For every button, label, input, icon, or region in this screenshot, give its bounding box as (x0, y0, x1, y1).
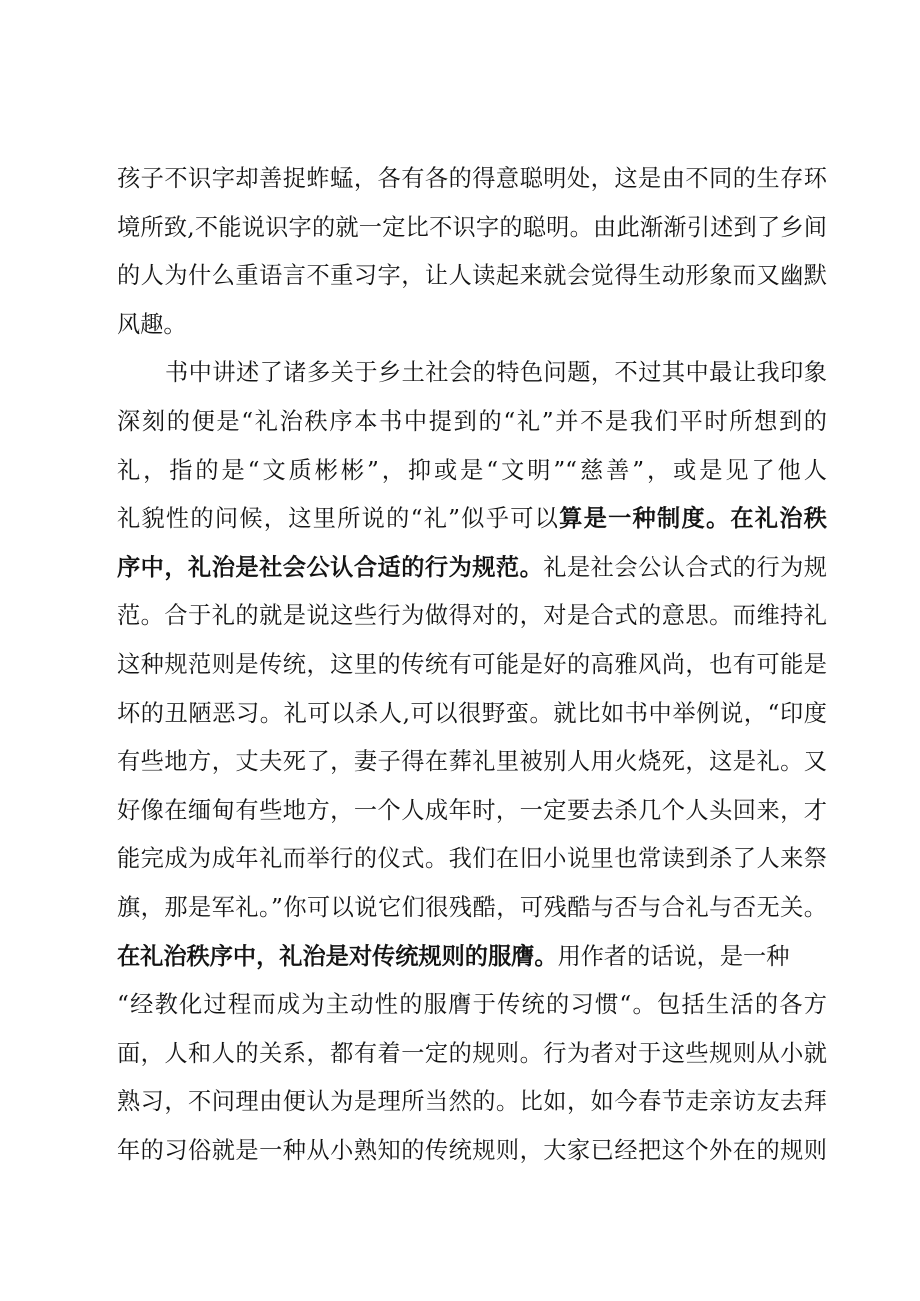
text-line (117, 933, 827, 982)
text-segment: 礼貌性的问候，这里所说的“礼”似乎可以 (117, 505, 560, 533)
text-line: 孩子不识字却善捉蚱蜢，各有各的得意聪明处，这是由不同的生存环 (117, 165, 827, 192)
text-line (117, 495, 827, 544)
text-line: 深刻的便是“礼治秩序本书中提到的“礼”并不是我们平时所想到的 (117, 407, 827, 435)
text-line: 年的习俗就是一种从小熟知的传统规则，大家已经把这个外在的规则 (117, 1136, 827, 1164)
text-line: 能完成为成年礼而举行的仪式。我们在旧小说里也常读到杀了人来祭 (117, 845, 827, 873)
body-text (117, 155, 827, 1175)
text-line: 的人为什么重语言不重习字，让人读起来就会觉得生动形象而又幽默 (117, 262, 827, 290)
bold-text: 算是一种制度。在礼治秩 (559, 505, 827, 533)
text-line: 坏的丑陋恶习。礼可以杀人,可以很野蛮。就比如书中举例说，“印度 (117, 699, 827, 727)
bold-text: 在礼治秩序中，礼治是对传统规则的服膺。 (117, 942, 558, 970)
text-segment: 礼是社会公认合式的行为规 (543, 553, 827, 581)
text-line: 面，人和人的关系，都有着一定的规则。行为者对于这些规则从小就 (117, 1039, 827, 1067)
text-line: 这种规范则是传统，这里的传统有可能是好的高雅风尚，也有可能是 (117, 650, 827, 678)
bold-text: 序中，礼治是社会公认合适的行为规范。 (117, 553, 544, 581)
text-line: 范。合于礼的就是说这些行为做得对的，对是合式的意思。而维持礼 (117, 602, 827, 630)
text-line: 旗，那是军礼。”你可以说它们很残酷，可残酷与否与合礼与否无关。 (117, 893, 827, 921)
paragraph-first-line: 书中讲述了诸多关于乡土社会的特色问题，不过其中最让我印象 (165, 359, 827, 387)
text-line: 礼，指的是“文质彬彬”，抑或是“文明”“慈善”，或是见了他人 (117, 456, 827, 484)
text-segment: 用作者的话说，是一种 (557, 942, 790, 970)
text-line: 好像在缅甸有些地方，一个人成年时，一定要去杀几个人头回来，才 (117, 796, 827, 824)
text-line: 风趣。 (117, 310, 187, 338)
text-line: “经教化过程而成为主动性的服膺于传统的习惯“。包括生活的各方 (117, 991, 827, 1019)
text-line (117, 544, 827, 593)
text-line: 境所致,不能说识字的就一定比不识字的聪明。由此渐渐引述到了乡间 (117, 213, 827, 241)
text-line: 熟习，不问理由便认为是理所当然的。比如，如今春节走亲访友去拜 (117, 1088, 827, 1116)
text-line: 有些地方，丈夫死了，妻子得在葬礼里被别人用火烧死，这是礼。又 (117, 748, 827, 776)
